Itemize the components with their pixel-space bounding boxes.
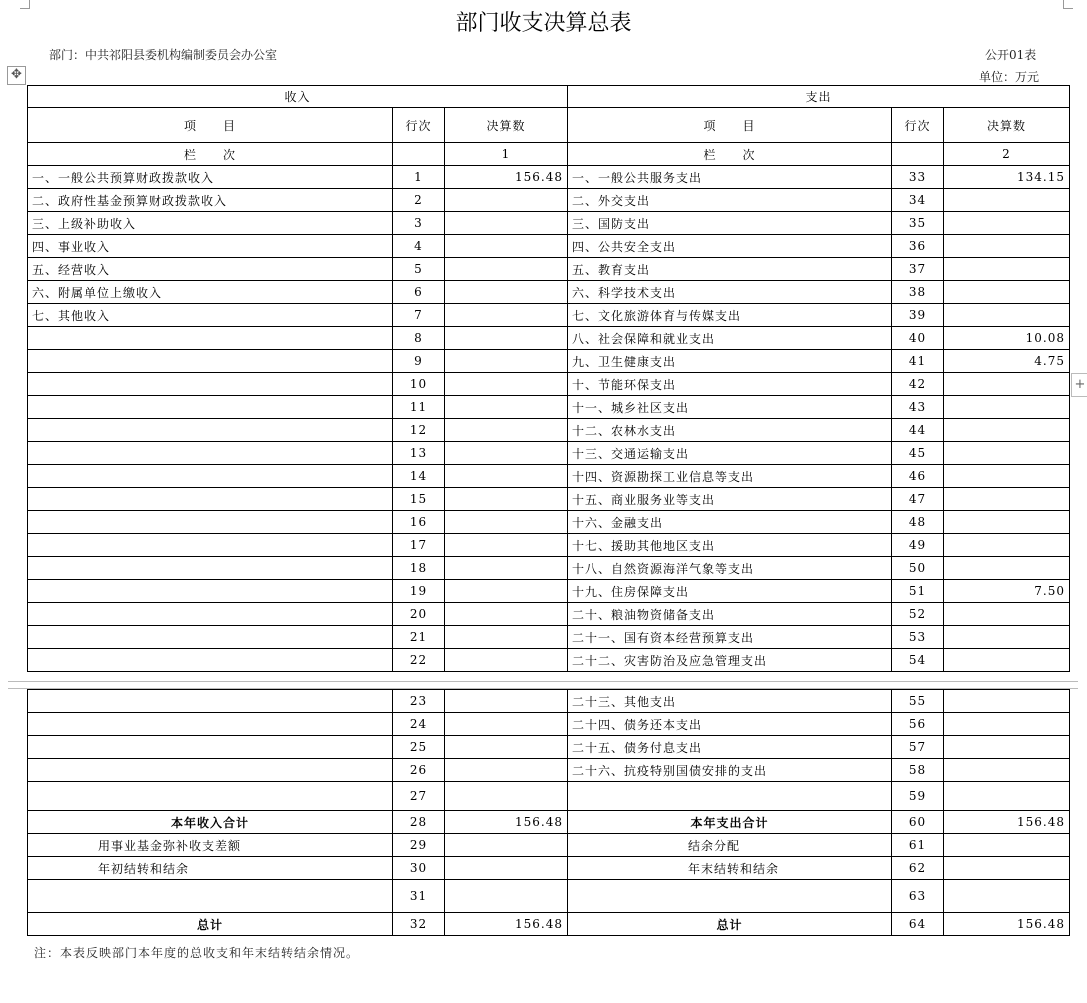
income-amount-cell [445,488,568,511]
table-row [28,736,1070,759]
table-row [28,626,1070,649]
expense-line-no-cell: 44 [892,419,944,442]
expense-item-cell: 十一、城乡社区支出 [568,396,892,419]
expense-item-cell: 二十、粮油物资储备支出 [568,603,892,626]
expense-item-cell: 二十三、其他支出 [568,690,892,713]
income-amount-cell [445,834,568,857]
income-item-cell: 年初结转和结余 [28,857,393,880]
expense-amount-cell [944,235,1070,258]
income-item-header: 项 目 [28,108,393,143]
income-line-no-cell: 20 [393,603,445,626]
income-amount-cell [445,649,568,672]
income-line-no-cell: 9 [393,350,445,373]
income-amount-cell [445,350,568,373]
expense-amount-cell [944,880,1070,913]
income-item-cell: 本年收入合计 [28,811,393,834]
income-amount-cell [445,713,568,736]
table-row [28,759,1070,782]
expense-amount-cell [944,281,1070,304]
expense-line-no-cell: 57 [892,736,944,759]
table-row [28,258,1070,281]
subtotal-row [28,811,1070,834]
income-amount-cell [445,465,568,488]
expense-item-cell: 六、科学技术支出 [568,281,892,304]
income-line-no-cell: 6 [393,281,445,304]
income-item-cell [28,488,393,511]
expense-amount-cell [944,713,1070,736]
income-item-cell: 用事业基金弥补收支差额 [28,834,393,857]
income-item-cell: 四、事业收入 [28,235,393,258]
expense-column-blank [892,143,944,166]
income-amount-cell [445,857,568,880]
expense-item-cell: 二十二、灾害防治及应急管理支出 [568,649,892,672]
add-column-icon[interactable]: + [1071,373,1087,397]
income-line-no-cell: 28 [393,811,445,834]
table-row [28,557,1070,580]
table-row [28,782,1070,811]
income-item-cell [28,690,393,713]
income-item-cell: 三、上级补助收入 [28,212,393,235]
expense-item-cell: 十三、交通运输支出 [568,442,892,465]
expense-item-cell: 总计 [568,913,892,936]
income-item-cell [28,713,393,736]
expense-item-cell: 一、一般公共服务支出 [568,166,892,189]
income-item-cell [28,419,393,442]
expense-amount-header: 决算数 [944,108,1070,143]
income-item-cell [28,759,393,782]
income-column-label: 栏 次 [28,143,393,166]
income-amount-cell [445,304,568,327]
expense-item-cell: 九、卫生健康支出 [568,350,892,373]
expense-amount-cell [944,759,1070,782]
income-amount-cell [445,419,568,442]
income-amount-cell [445,189,568,212]
income-item-cell [28,580,393,603]
income-item-cell [28,782,393,811]
income-amount-cell [445,580,568,603]
income-amount-cell [445,373,568,396]
table-row [28,488,1070,511]
income-amount-cell [445,258,568,281]
expense-item-cell: 十八、自然资源海洋气象等支出 [568,557,892,580]
expense-amount-cell [944,736,1070,759]
income-amount-cell: 156.48 [445,913,568,936]
income-line-no-cell: 10 [393,373,445,396]
income-item-cell [28,649,393,672]
expense-line-no-cell: 62 [892,857,944,880]
income-line-no-cell: 5 [393,258,445,281]
expense-amount-cell [944,396,1070,419]
expense-amount-cell [944,442,1070,465]
income-amount-cell [445,736,568,759]
expense-item-cell: 本年支出合计 [568,811,892,834]
expense-amount-cell [944,189,1070,212]
table-note: 注：本表反映部门本年度的总收支和年末结转结余情况。 [34,946,360,960]
table-row [28,534,1070,557]
expense-line-no-cell: 41 [892,350,944,373]
expense-item-cell: 二十五、债务付息支出 [568,736,892,759]
expense-amount-cell [944,782,1070,811]
expense-line-no-cell: 34 [892,189,944,212]
income-column-number: 1 [445,143,568,166]
expense-line-no-cell: 51 [892,580,944,603]
expense-line-no-cell: 64 [892,913,944,936]
unit-label: 单位：万元 [979,70,1040,84]
table-row [28,327,1070,350]
expense-amount-cell [944,373,1070,396]
income-line-no-cell: 2 [393,189,445,212]
table-row [28,212,1070,235]
table-row [28,166,1070,189]
income-item-cell: 总计 [28,913,393,936]
income-amount-cell [445,880,568,913]
income-item-cell [28,373,393,396]
expense-item-cell: 八、社会保障和就业支出 [568,327,892,350]
income-line-no-cell: 25 [393,736,445,759]
expense-line-no-cell: 45 [892,442,944,465]
table-row [28,857,1070,880]
expense-line-no-header: 行次 [892,108,944,143]
income-line-no-cell: 8 [393,327,445,350]
income-line-no-cell: 7 [393,304,445,327]
table-row [28,419,1070,442]
income-amount-cell [445,511,568,534]
income-amount-cell [445,534,568,557]
income-line-no-cell: 3 [393,212,445,235]
income-amount-cell [445,327,568,350]
expense-amount-cell: 4.75 [944,350,1070,373]
expense-amount-cell [944,857,1070,880]
expense-item-cell: 二十四、债务还本支出 [568,713,892,736]
income-amount-cell [445,690,568,713]
income-line-no-cell: 15 [393,488,445,511]
expense-item-cell: 十四、资源勘探工业信息等支出 [568,465,892,488]
expense-amount-cell: 134.15 [944,166,1070,189]
income-column-blank [393,143,445,166]
form-number: 公开01表 [985,48,1037,62]
income-amount-cell [445,557,568,580]
expense-amount-cell [944,626,1070,649]
expense-item-cell: 二、外交支出 [568,189,892,212]
expense-line-no-cell: 40 [892,327,944,350]
table-row [28,713,1070,736]
expense-line-no-cell: 56 [892,713,944,736]
table-move-handle-icon[interactable]: ✥ [7,66,26,85]
income-amount-cell: 156.48 [445,811,568,834]
income-item-cell [28,396,393,419]
page-title: 部门收支决算总表 [455,11,632,36]
expense-line-no-cell: 53 [892,626,944,649]
expense-amount-cell [944,304,1070,327]
expense-item-cell [568,782,892,811]
department-label: 部门：中共祁阳县委机构编制委员会办公室 [49,48,278,62]
expense-item-cell: 十二、农林水支出 [568,419,892,442]
expense-amount-cell [944,534,1070,557]
expense-amount-cell [944,649,1070,672]
expense-item-cell: 十九、住房保障支出 [568,580,892,603]
expense-item-cell: 年末结转和结余 [568,857,892,880]
expense-amount-cell [944,419,1070,442]
table-row [28,396,1070,419]
income-amount-cell [445,396,568,419]
income-amount-cell [445,626,568,649]
table-row [28,350,1070,373]
income-amount-cell [445,442,568,465]
income-item-cell: 二、政府性基金预算财政拨款收入 [28,189,393,212]
income-line-no-cell: 14 [393,465,445,488]
income-line-no-cell: 13 [393,442,445,465]
income-item-cell [28,465,393,488]
income-line-no-cell: 27 [393,782,445,811]
grand-total-row [28,913,1070,936]
expense-line-no-cell: 43 [892,396,944,419]
expense-line-no-cell: 61 [892,834,944,857]
income-line-no-header: 行次 [393,108,445,143]
expense-amount-cell [944,212,1070,235]
expense-line-no-cell: 49 [892,534,944,557]
income-line-no-cell: 17 [393,534,445,557]
income-line-no-cell: 21 [393,626,445,649]
expense-line-no-cell: 54 [892,649,944,672]
table-row [28,880,1070,913]
income-line-no-cell: 26 [393,759,445,782]
expense-column-label: 栏 次 [568,143,892,166]
expense-line-no-cell: 46 [892,465,944,488]
table-row [28,511,1070,534]
table-row [28,442,1070,465]
expense-item-cell: 结余分配 [568,834,892,857]
income-line-no-cell: 12 [393,419,445,442]
expense-line-no-cell: 35 [892,212,944,235]
income-line-no-cell: 29 [393,834,445,857]
expense-item-cell: 二十一、国有资本经营预算支出 [568,626,892,649]
expense-line-no-cell: 47 [892,488,944,511]
expense-item-cell: 十、节能环保支出 [568,373,892,396]
expense-amount-cell [944,511,1070,534]
expense-item-cell: 十六、金融支出 [568,511,892,534]
table-row [28,465,1070,488]
expense-amount-cell [944,690,1070,713]
table-row [28,649,1070,672]
expense-item-header: 项 目 [568,108,892,143]
expense-item-cell: 十七、援助其他地区支出 [568,534,892,557]
expense-line-no-cell: 37 [892,258,944,281]
expense-item-cell: 二十六、抗疫特别国债安排的支出 [568,759,892,782]
expense-column-number: 2 [944,143,1070,166]
income-item-cell: 七、其他收入 [28,304,393,327]
expense-amount-cell: 7.50 [944,580,1070,603]
income-line-no-cell: 30 [393,857,445,880]
expense-header: 支出 [568,86,1070,108]
income-item-cell [28,626,393,649]
expense-amount-cell [944,834,1070,857]
expense-item-cell [568,880,892,913]
expense-amount-cell [944,603,1070,626]
income-line-no-cell: 32 [393,913,445,936]
income-amount-cell: 156.48 [445,166,568,189]
income-amount-cell [445,281,568,304]
expense-line-no-cell: 48 [892,511,944,534]
income-line-no-cell: 18 [393,557,445,580]
expense-line-no-cell: 58 [892,759,944,782]
income-header: 收入 [28,86,568,108]
expense-amount-cell [944,557,1070,580]
table-row [28,690,1070,713]
expense-line-no-cell: 36 [892,235,944,258]
table-row [28,373,1070,396]
income-amount-cell [445,782,568,811]
income-line-no-cell: 23 [393,690,445,713]
income-item-cell [28,350,393,373]
table-row [28,281,1070,304]
summary-table-page1 [27,85,1070,672]
expense-item-cell: 十五、商业服务业等支出 [568,488,892,511]
expense-line-no-cell: 42 [892,373,944,396]
expense-line-no-cell: 63 [892,880,944,913]
expense-line-no-cell: 60 [892,811,944,834]
income-line-no-cell: 4 [393,235,445,258]
page-break [8,681,1078,689]
income-item-cell [28,736,393,759]
expense-line-no-cell: 38 [892,281,944,304]
expense-item-cell: 四、公共安全支出 [568,235,892,258]
expense-amount-cell [944,258,1070,281]
income-amount-cell [445,603,568,626]
table-row [28,304,1070,327]
expense-item-cell: 七、文化旅游体育与传媒支出 [568,304,892,327]
income-line-no-cell: 16 [393,511,445,534]
income-item-cell: 五、经营收入 [28,258,393,281]
expense-amount-cell: 156.48 [944,913,1070,936]
expense-item-cell: 三、国防支出 [568,212,892,235]
income-amount-cell [445,235,568,258]
table-row [28,235,1070,258]
income-amount-header: 决算数 [445,108,568,143]
table-row [28,189,1070,212]
expense-line-no-cell: 59 [892,782,944,811]
income-line-no-cell: 11 [393,396,445,419]
income-item-cell [28,327,393,350]
expense-amount-cell: 156.48 [944,811,1070,834]
expense-line-no-cell: 50 [892,557,944,580]
expense-line-no-cell: 52 [892,603,944,626]
income-line-no-cell: 22 [393,649,445,672]
income-line-no-cell: 31 [393,880,445,913]
income-item-cell [28,603,393,626]
income-item-cell: 一、一般公共预算财政拨款收入 [28,166,393,189]
income-amount-cell [445,212,568,235]
table-row [28,834,1070,857]
expense-line-no-cell: 39 [892,304,944,327]
table-row [28,603,1070,626]
summary-table-page2 [27,689,1070,936]
income-item-cell [28,557,393,580]
expense-line-no-cell: 55 [892,690,944,713]
income-line-no-cell: 1 [393,166,445,189]
expense-amount-cell [944,488,1070,511]
income-item-cell [28,442,393,465]
income-item-cell [28,534,393,557]
expense-amount-cell: 10.08 [944,327,1070,350]
income-item-cell: 六、附属单位上缴收入 [28,281,393,304]
income-item-cell [28,511,393,534]
income-amount-cell [445,759,568,782]
expense-amount-cell [944,465,1070,488]
income-line-no-cell: 19 [393,580,445,603]
expense-item-cell: 五、教育支出 [568,258,892,281]
income-line-no-cell: 24 [393,713,445,736]
income-item-cell [28,880,393,913]
table-row [28,580,1070,603]
expense-line-no-cell: 33 [892,166,944,189]
